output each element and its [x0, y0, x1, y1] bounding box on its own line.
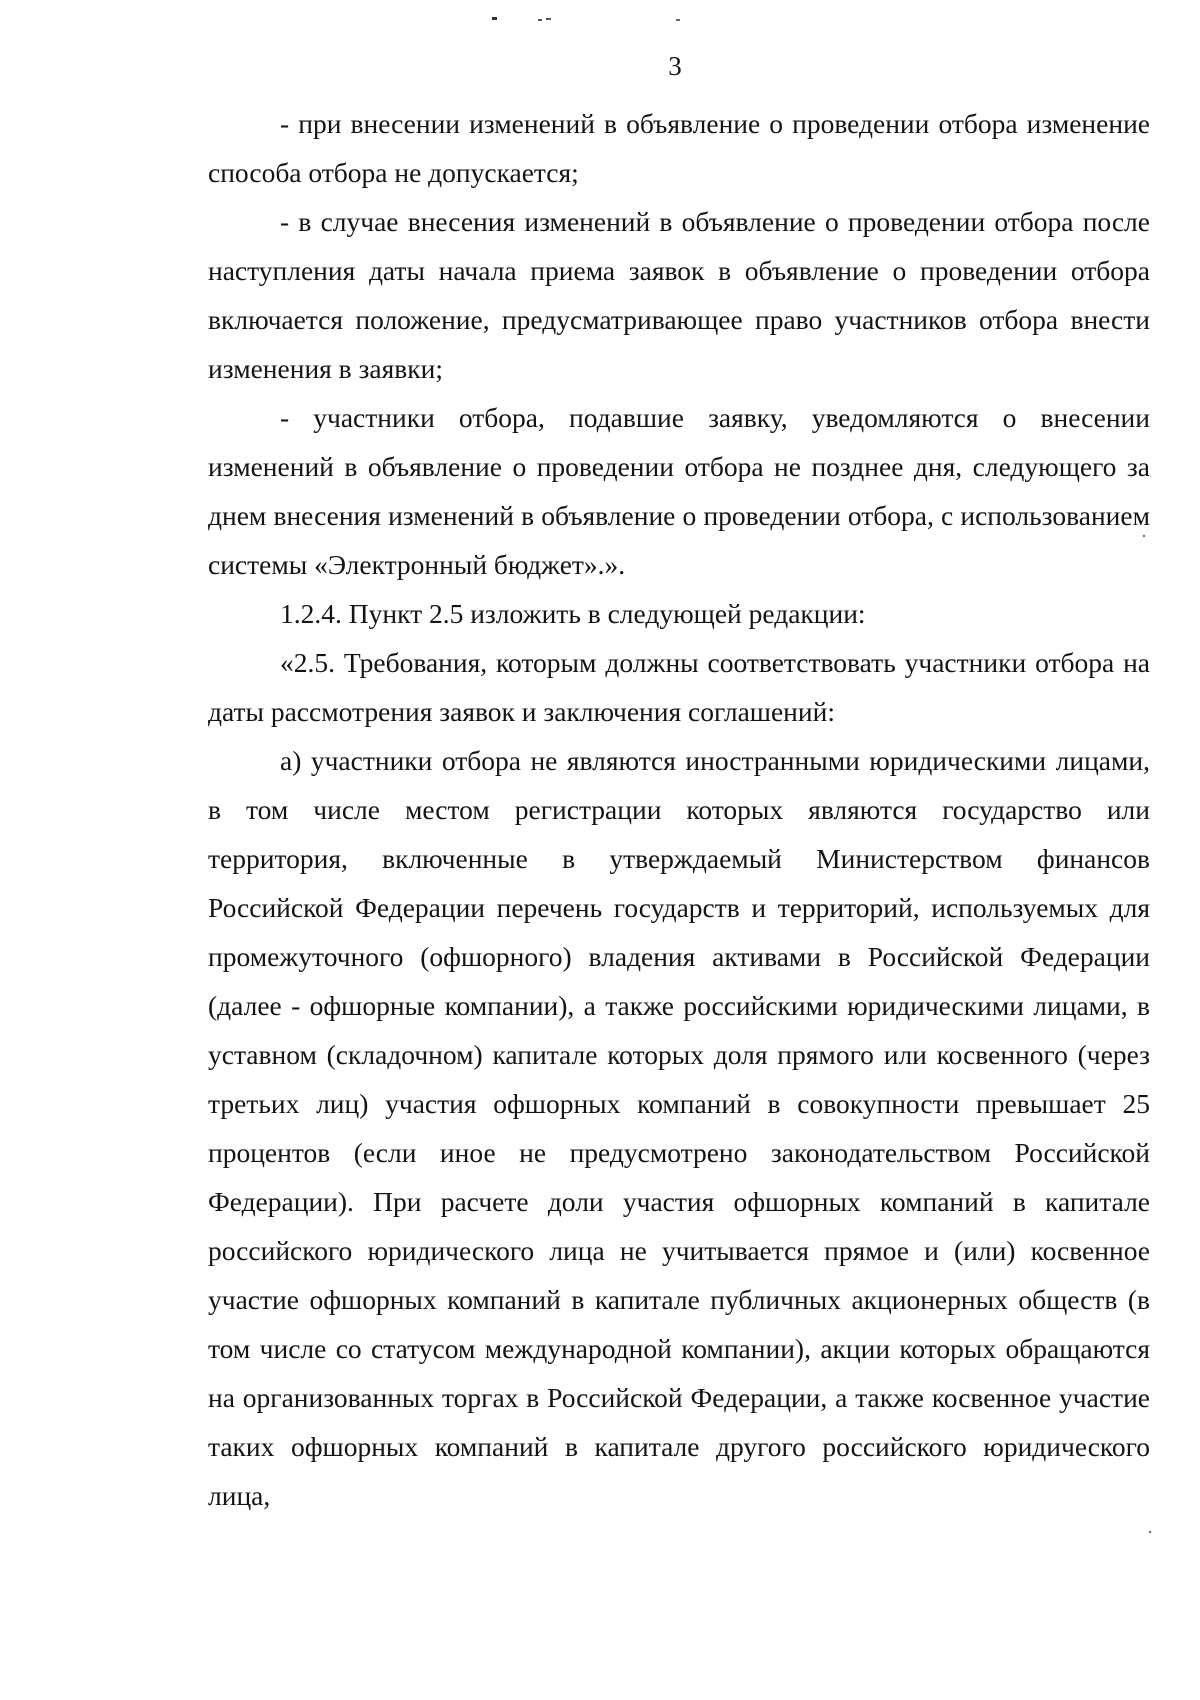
scan-artifact-marks	[480, 14, 700, 24]
paragraph-participant-notification: - участники отбора, подавшие заявку, уведомляются о внесении изменений в объявление о проведении отбора не позднее дня, следующего за днем внесения изменений в объявление о проведении отбора, с использованием системы «Электронный бюджет».».	[208, 402, 1150, 580]
paragraph-item-a: а) участники отбора не являются иностранными юридическими лицами, в том числе местом регистрации которых являются государство или территория, включенные в утверждаемый Министерством финансов Российской Федерации перечень государств и территорий, используемых для промежуточного (офшорного) владения активами в Российской Федерации (далее - офшорные компании), а также российскими юридическими лицами, в уставном (складочном) капитале которых доля прямого или косвенного (через третьих лиц) участия офшорных компаний в совокупности превышает 25 процентов (если иное не предусмотрено законодательством Российской Федерации). При расчете доли участия офшорных компаний в капитале российского юридического лица не учитывается прямое и (или) косвенное участие офшорных компаний в капитале публичных акционерных обществ (в том числе со статусом международной компании), акции которых обращаются на организованных торгах в Российской Федерации, а также косвенное участие таких офшорных компаний в капитале другого российского юридического лица,	[208, 745, 1150, 1511]
paragraph-clause-1-2-4: 1.2.4. Пункт 2.5 изложить в следующей редакции:	[280, 598, 866, 629]
paragraph-after-start-date: - в случае внесения изменений в объявление о проведении отбора после наступления даты начала приема заявок в объявление о проведении отбора включается положение, предусматривающее право участников отбора внести изменения в заявки;	[208, 206, 1150, 384]
paragraph-clause-2-5: «2.5. Требования, которым должны соответствовать участники отбора на даты рассмотрения заявок и заключения соглашений:	[208, 647, 1150, 727]
document-body	[208, 99, 1150, 1520]
page-number: 3	[668, 51, 682, 81]
paragraph-method-change: - при внесении изменений в объявление о проведении отбора изменение способа отбора не допускается;	[208, 108, 1150, 188]
